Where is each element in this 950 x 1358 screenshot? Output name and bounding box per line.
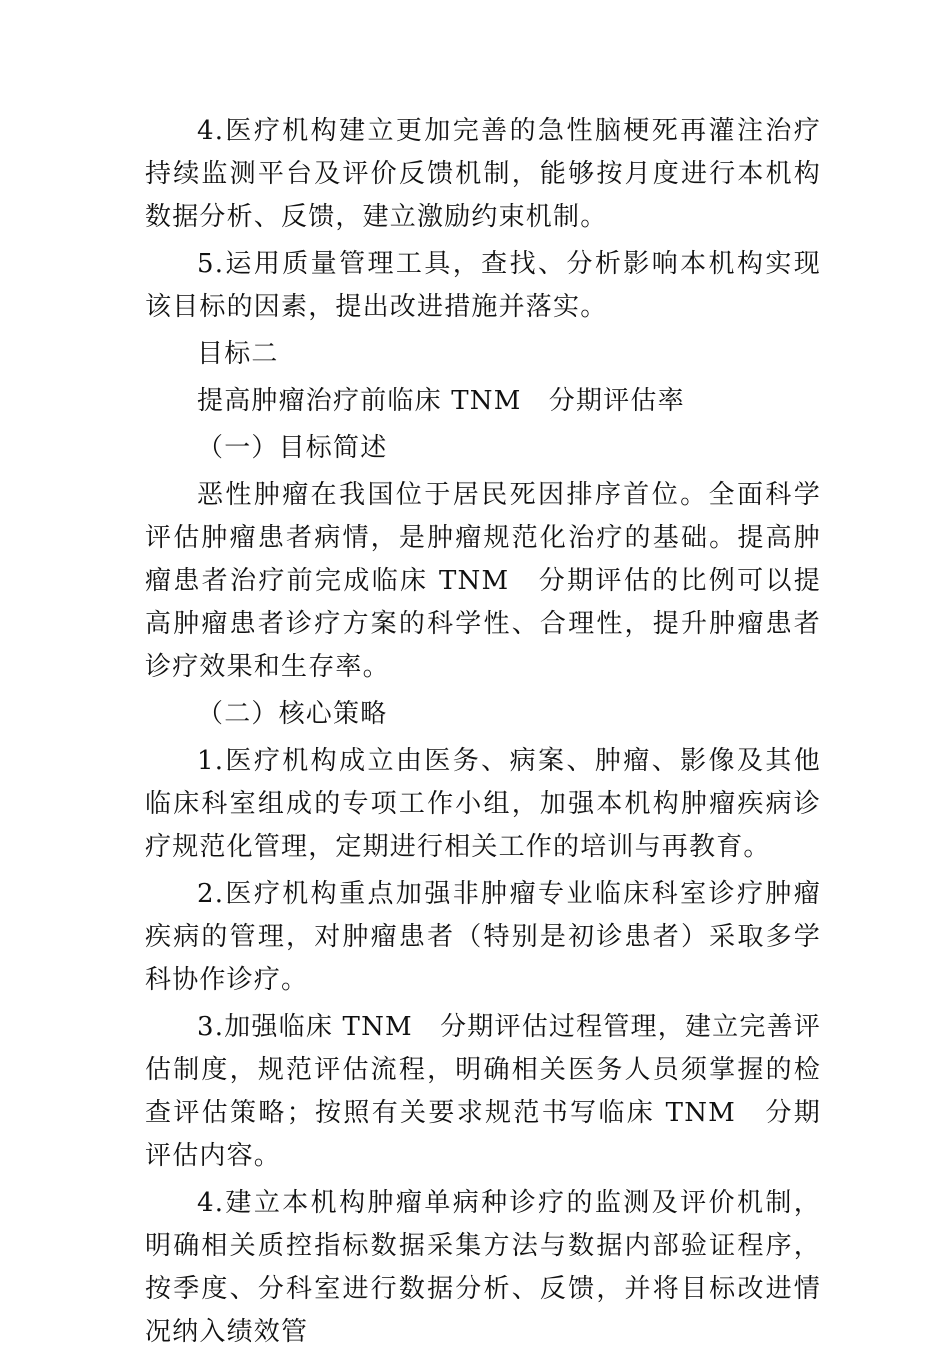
goal-label: 目标二 (197, 339, 279, 369)
section-heading-strategy: （二）核心策略 (197, 699, 388, 729)
paragraph-item-5: 5.运用质量管理工具，查找、分析影响本机构实现该目标的因素，提出改进措施并落实。 (145, 249, 821, 322)
goal-title: 提高肿瘤治疗前临床 TNM 分期评估率 (197, 386, 685, 416)
paragraph-item-4: 4.医疗机构建立更加完善的急性脑梗死再灌注治疗持续监测平台及评价反馈机制，能够按月度进行本机构数据分析、反馈，建立激励约束机制。 (145, 116, 821, 232)
section-summary-text: 恶性肿瘤在我国位于居民死因排序首位。全面科学评估肿瘤患者病情，是肿瘤规范化治疗的基础。提高肿瘤患者治疗前完成临床 TNM 分期评估的比例可以提高肿瘤患者诊疗方案的科学性、合理性，提升肿瘤患者诊疗效果和生存率。 (145, 480, 821, 682)
strategy-item-2: 2.医疗机构重点加强非肿瘤专业临床科室诊疗肿瘤疾病的管理，对肿瘤患者（特别是初诊患者）采取多学科协作诊疗。 (145, 879, 821, 995)
strategy-item-3: 3.加强临床 TNM 分期评估过程管理，建立完善评估制度，规范评估流程，明确相关医务人员须掌握的检查评估策略；按照有关要求规范书写临床 TNM 分期评估内容。 (145, 1012, 821, 1171)
strategy-item-4: 4.建立本机构肿瘤单病种诊疗的监测及评价机制，明确相关质控指标数据采集方法与数据内部验证程序，按季度、分科室进行数据分析、反馈，并将目标改进情况纳入绩效管 (145, 1188, 821, 1347)
strategy-item-1: 1.医疗机构成立由医务、病案、肿瘤、影像及其他临床科室组成的专项工作小组，加强本机构肿瘤疾病诊疗规范化管理，定期进行相关工作的培训与再教育。 (145, 746, 821, 862)
section-heading-summary: （一）目标简述 (197, 433, 388, 463)
document-body (145, 110, 821, 1358)
